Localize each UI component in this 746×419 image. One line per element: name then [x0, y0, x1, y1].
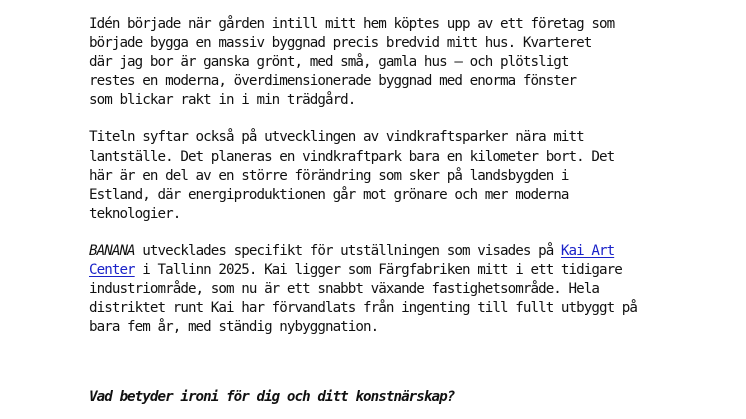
text-line: restes en moderna, överdimensionerade byggnad med enorma fönster: [89, 73, 577, 90]
text-line: som blickar rakt in i min trädgård.: [89, 92, 356, 109]
text-span: utvecklades specifikt för utställningen som visades på: [134, 242, 561, 259]
paragraph-exhibition: [89, 242, 689, 337]
text-line: Idén började när gården intill mitt hem köptes upp av ett företag som: [89, 16, 615, 32]
text-line: [89, 242, 689, 261]
article-body: [89, 15, 689, 337]
text-line: distriktet runt Kai har förvandlats från ingenting till fullt utbyggt på: [89, 300, 638, 317]
kai-art-center-link-continued[interactable]: Center: [89, 262, 135, 279]
text-line: lantställe. Det planeras en vindkraftpark bara en kilometer bort. Det: [89, 148, 615, 165]
text-line: här är en del av en större förändring som sker på landsbygden i: [89, 167, 569, 184]
text-line: [89, 261, 689, 280]
paragraph-windpark: [89, 128, 689, 223]
text-line: där jag bor är ganska grönt, med små, gamla hus – och plötsligt: [89, 54, 569, 71]
text-line: Titeln syftar också på utvecklingen av vindkraftsparker nära mitt: [89, 129, 584, 146]
text-line: Estland, där energiproduktionen går mot grönare och mer moderna: [89, 186, 569, 203]
text-line: industriområde, som nu är ett snabbt växande fastighetsområde. Hela: [89, 281, 599, 298]
text-span: i Tallinn 2025. Kai ligger som Färgfabriken mitt i ett tidigare: [134, 262, 622, 279]
paragraph-house: [89, 15, 689, 110]
interview-question: Vad betyder ironi för dig och ditt konstnärskap?: [89, 389, 455, 405]
artwork-title: BANANA: [89, 242, 135, 259]
text-line: teknologier.: [89, 205, 181, 222]
text-line: bara fem år, med ständig nybyggnation.: [89, 319, 379, 336]
kai-art-center-link[interactable]: Kai Art: [560, 242, 615, 259]
text-line: började bygga en massiv byggnad precis bredvid mitt hus. Kvarteret: [89, 35, 592, 52]
